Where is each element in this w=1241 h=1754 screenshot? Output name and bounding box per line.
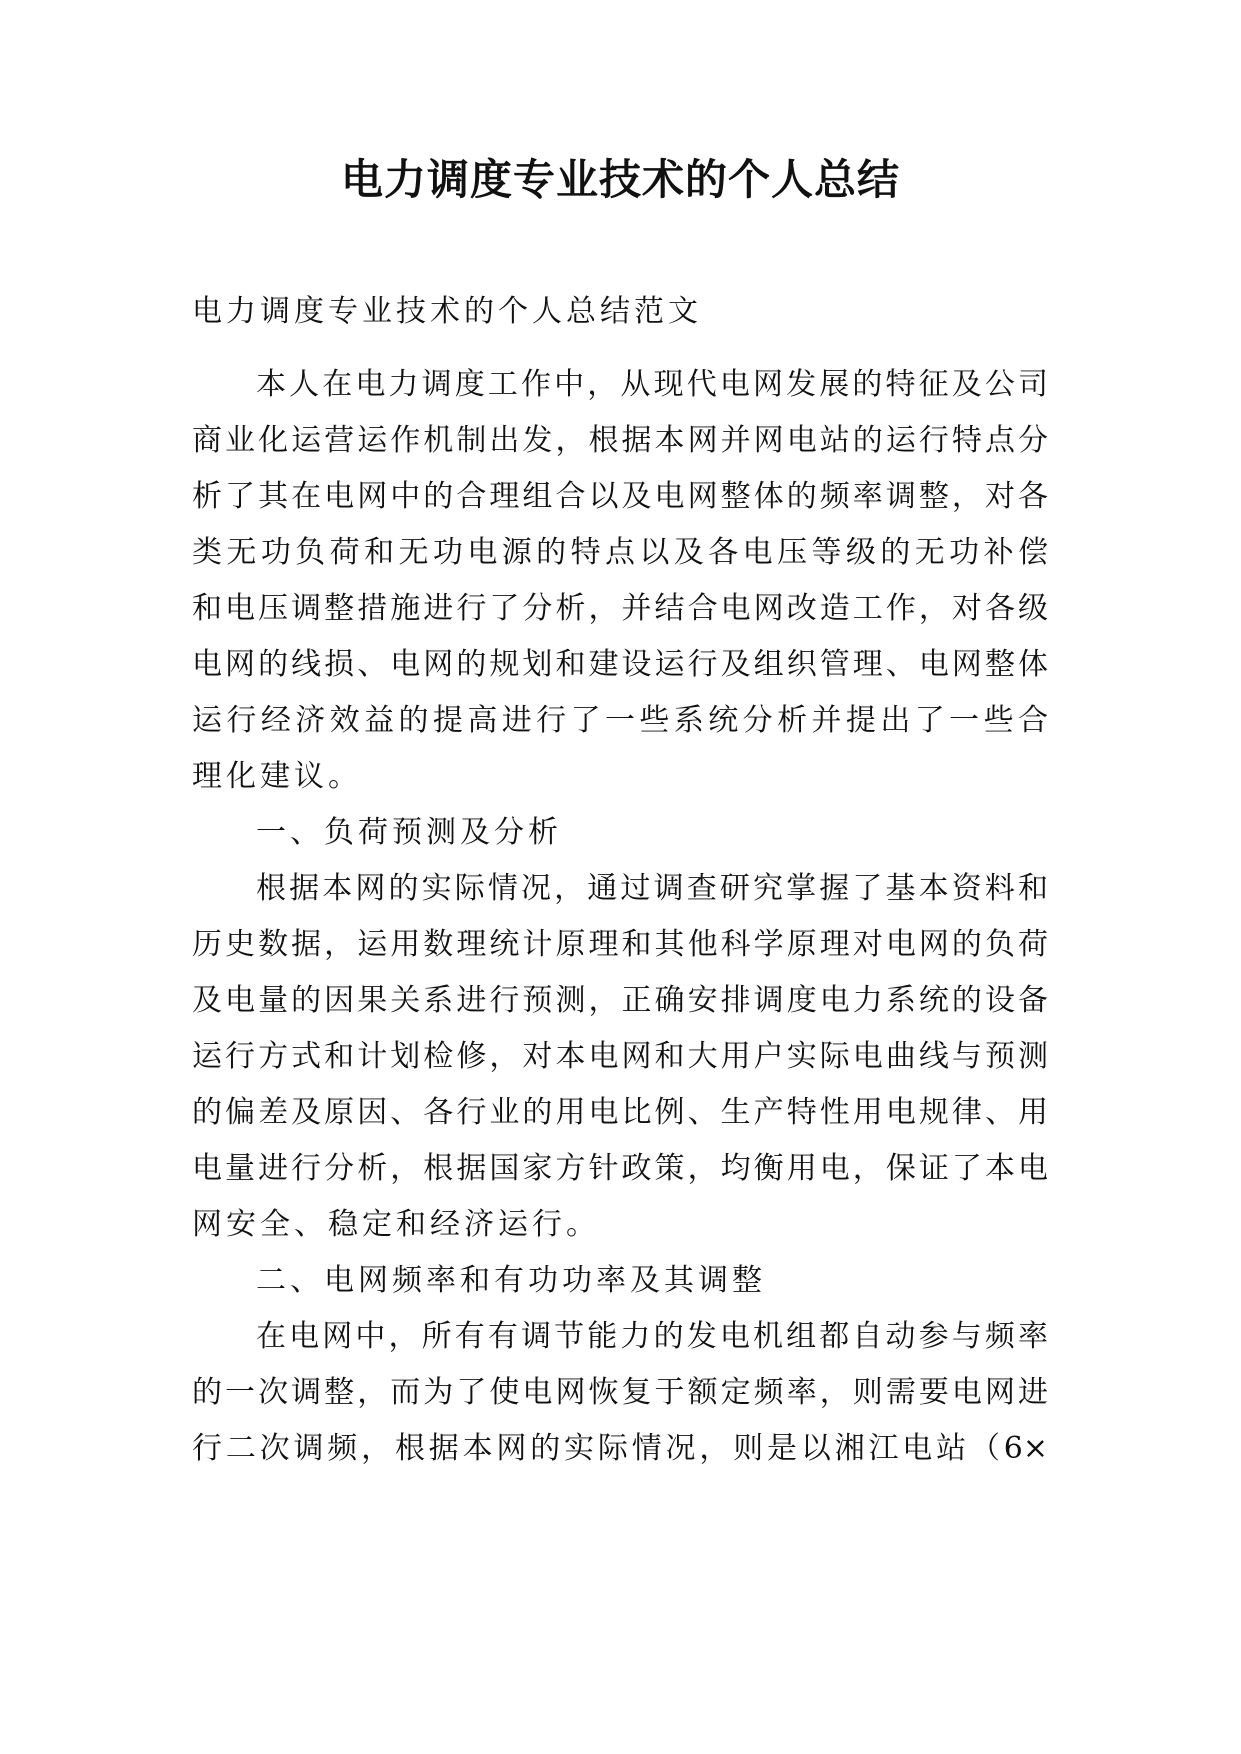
section-heading: 一、负荷预测及分析 — [256, 815, 562, 850]
paragraph-line: 商业化运营运作机制出发，根据本网并网电站的运行特点分 — [192, 423, 1048, 458]
section-heading: 二、电网频率和有功功率及其调整 — [256, 1263, 766, 1298]
paragraph-line: 类无功负荷和无功电源的特点以及各电压等级的无功补偿 — [192, 535, 1048, 570]
paragraph-line: 电网的线损、电网的规划和建设运行及组织管理、电网整体 — [192, 647, 1048, 682]
paragraph-line: 历史数据，运用数理统计原理和其他科学原理对电网的负荷 — [192, 927, 1048, 962]
document-subtitle: 电力调度专业技术的个人总结范文 — [192, 294, 702, 329]
paragraph-line: 行二次调频，根据本网的实际情况，则是以湘江电站（6× — [192, 1431, 1048, 1466]
paragraph-line: 本人在电力调度工作中，从现代电网发展的特征及公司 — [256, 367, 1048, 402]
paragraph-line: 网安全、稳定和经济运行。 — [192, 1207, 600, 1242]
paragraph-line: 理化建议。 — [192, 759, 362, 794]
paragraph-line: 电量进行分析，根据国家方针政策，均衡用电，保证了本电 — [192, 1151, 1048, 1186]
document-title: 电力调度专业技术的个人总结 — [340, 155, 900, 204]
paragraph-line: 的偏差及原因、各行业的用电比例、生产特性用电规律、用 — [192, 1095, 1048, 1130]
paragraph-line: 在电网中，所有有调节能力的发电机组都自动参与频率 — [256, 1319, 1048, 1354]
paragraph-line: 运行方式和计划检修，对本电网和大用户实际电曲线与预测 — [192, 1039, 1048, 1074]
paragraph-line: 的一次调整，而为了使电网恢复于额定频率，则需要电网进 — [192, 1375, 1048, 1410]
paragraph-line: 运行经济效益的提高进行了一些系统分析并提出了一些合 — [192, 703, 1048, 738]
paragraph-line: 及电量的因果关系进行预测，正确安排调度电力系统的设备 — [192, 983, 1048, 1018]
paragraph-line: 根据本网的实际情况，通过调查研究掌握了基本资料和 — [256, 871, 1048, 906]
paragraph-line: 和电压调整措施进行了分析，并结合电网改造工作，对各级 — [192, 591, 1048, 626]
paragraph-line: 析了其在电网中的合理组合以及电网整体的频率调整，对各 — [192, 479, 1048, 514]
